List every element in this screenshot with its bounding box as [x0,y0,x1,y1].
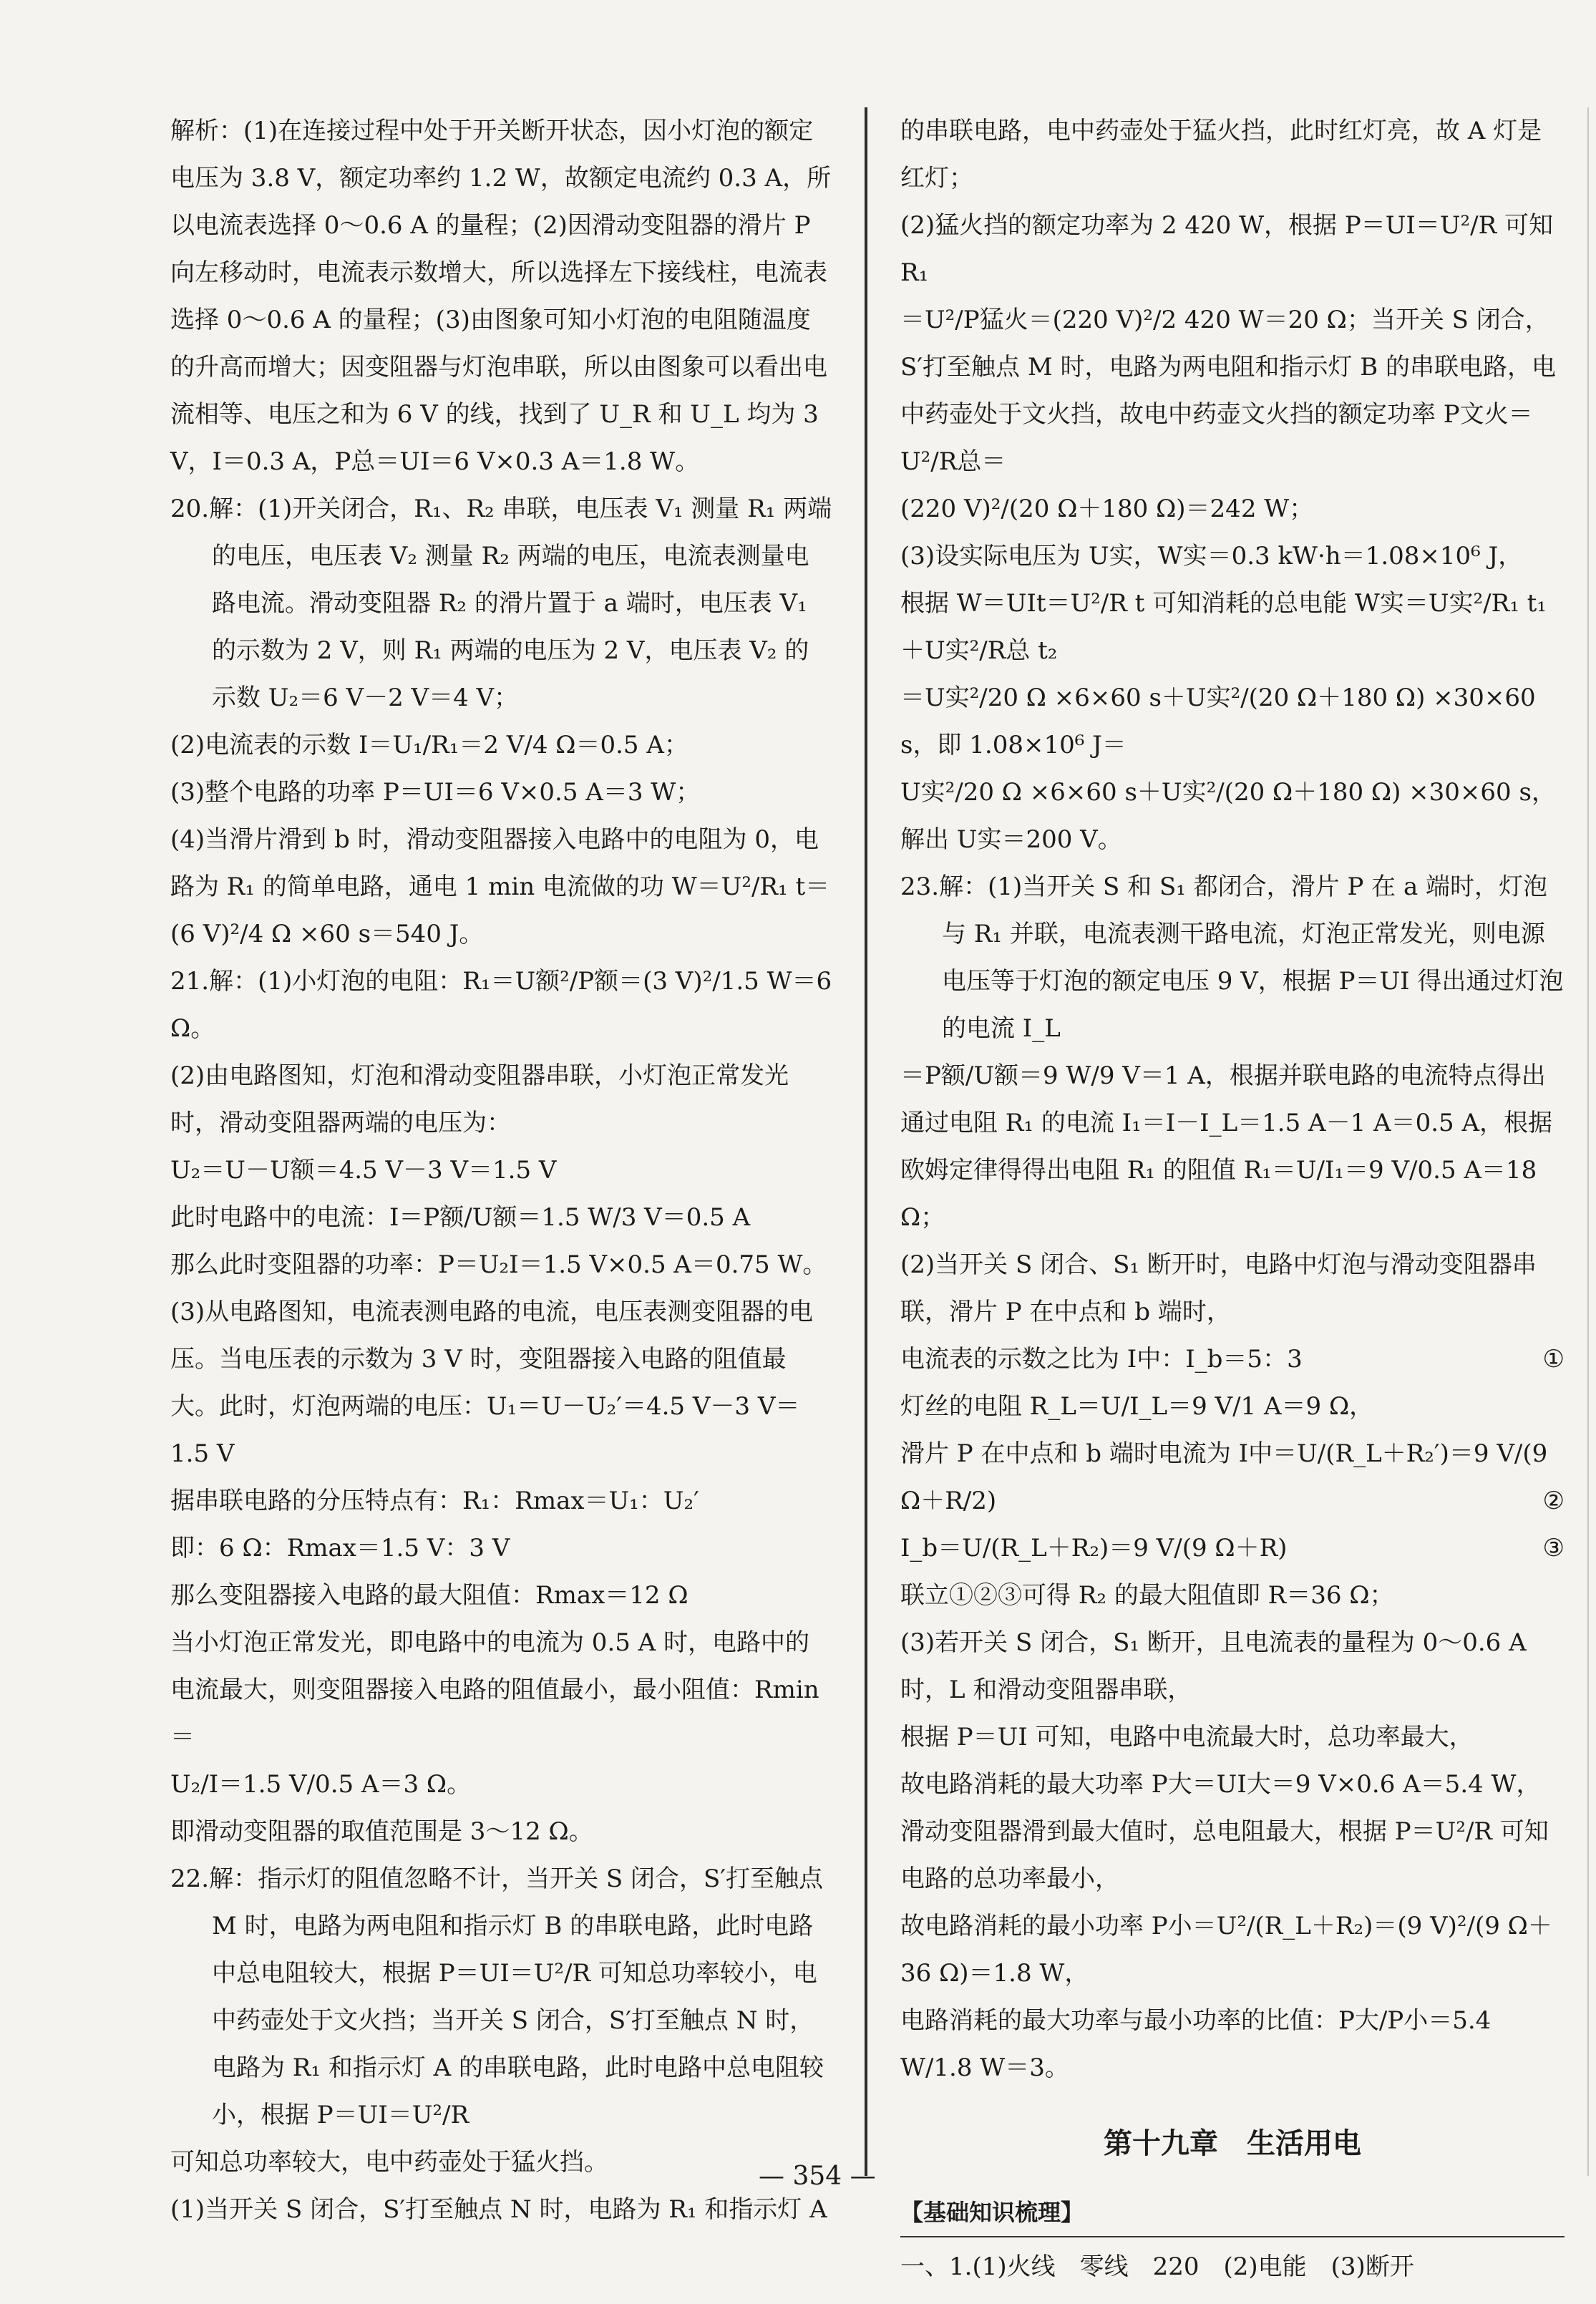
answer-20-part4-result: (6 V)²/4 Ω ×60 s＝540 J。 [170,920,484,948]
basic-knowledge-answer: 一、1.(1)火线 零线 220 (2)电能 (3)断开 [900,2252,1414,2281]
answer-22-part1: (1)当开关 S 闭合，S′打至触点 N 时，电路为 R₁ 和指示灯 A [170,2195,827,2224]
answer-23-part1: 23.解：(1)当开关 S 和 S₁ 都闭合，滑片 P 在 a 端时，灯泡与 R₁ 并联，电流表测干路电流，灯泡正常发光，则电源电压等于灯泡的额定电压 9 V，根据 P＝UI 得出通过灯泡的电流 I_L [900,872,1564,1043]
answer-21-rmin: U₂/I＝1.5 V/0.5 A＝3 Ω。 [170,1770,472,1799]
answer-22-part2-result: (220 V)²/(20 Ω＋180 Ω)＝242 W； [900,495,1314,523]
answer-21-power: 那么此时变阻器的功率：P＝U₂I＝1.5 V×0.5 A＝0.75 W。 [170,1250,827,1279]
answer-21-part3: (3)从电路图知，电流表测电路的电流，电压表测变阻器的电压。当电压表的示数为 3 V 时，变阻器接入电路的阻值最大。此时，灯泡两端的电压：U₁＝U－U₂′＝4.5 V－3 V＝1.5 V [170,1298,814,1468]
right-column [900,107,1565,2290]
equation-number: ③ [1542,1534,1565,1562]
answer-22-cont: 的串联电路，电中药壶处于猛火挡，此时红灯亮，故 A 灯是红灯； [900,117,1542,193]
answer-22-conclusion: 可知总功率较大，电中药壶处于猛火挡。 [170,2148,608,2177]
answer-21-rmax: 那么变阻器接入电路的最大阻值：Rmax＝12 Ω [170,1581,688,1610]
answer-19-analysis: 解析：(1)在连接过程中处于开关断开状态，因小灯泡的额定电压为 3.8 V，额定功率约 1.2 W，故额定电流约 0.3 A，所以电流表选择 0～0.6 A 的量程；(2)因滑动变阻器的滑片 P 向左移动时，电流表示数增大，所以选择左下接线柱，电流表选择 0～0.6 A 的量程；(3)由图象可知小灯泡的电阻随温度的升高而增大；因变阻器与灯泡串联，所以由图象可以看出电流相等、电压之和为 6 V 的线，找到了 U_R 和 U_L 均为 3 V，I＝0.3 A，P总＝UI＝6 V×0.3 A＝1.8 W。 [170,117,832,476]
answer-20-part3: (3)整个电路的功率 P＝UI＝6 V×0.5 A＝3 W； [170,778,701,807]
answer-23-solve: 联立①②③可得 R₂ 的最大阻值即 R＝36 Ω； [900,1581,1394,1610]
equation-number: ② [1542,1487,1565,1515]
answer-23-part1-calc: ＝P额/U额＝9 W/9 V＝1 A，根据并联电路的电流特点得出通过电阻 R₁ 的电流 I₁＝I－I_L＝1.5 A－1 A＝0.5 A，根据欧姆定律得得出电阻 R₁ 的阻值 R₁＝U/I₁＝9 V/0.5 A＝18 Ω； [900,1061,1553,1232]
answer-20-part4: (4)当滑片滑到 b 时，滑动变阻器接入电路中的电阻为 0，电路为 R₁ 的简单电路，通电 1 min 电流做的功 W＝U²/R₁ t＝ [170,825,830,901]
page-edge [1587,107,1589,2176]
answer-23-part2: (2)当开关 S 闭合、S₁ 断开时，电路中灯泡与滑动变阻器串联，滑片 P 在中点和 b 端时， [900,1250,1537,1326]
answer-21-rmin-text: 当小灯泡正常发光，即电路中的电流为 0.5 A 时，电路中的电流最大，则变阻器接入电路的阻值最小，最小阻值：Rmin＝ [170,1628,819,1751]
answer-22-part3-eq2: U实²/20 Ω ×6×60 s＋U实²/(20 Ω＋180 Ω) ×30×60 s，解出 U实＝200 V。 [900,778,1556,854]
answer-23-part3-rule: 根据 P＝UI 可知，电路中电流最大时，总功率最大， [900,1723,1474,1751]
answer-21-current: 此时电路中的电流：I＝P额/U额＝1.5 W/3 V＝0.5 A [170,1203,751,1232]
equation-text: 电流表的示数之比为 I中：I_b＝5：3 [900,1345,1303,1374]
equation-number: ① [1542,1345,1565,1374]
answer-20-part1: 20.解：(1)开关闭合，R₁、R₂ 串联，电压表 V₁ 测量 R₁ 两端的电压，电压表 V₂ 测量 R₂ 两端的电压，电流表测量电路电流。滑动变阻器 R₂ 的滑片置于 a 端时，电压表 V₁ 的示数为 2 V，则 R₁ 两端的电压为 2 V，电压表 V₂ 的示数 U₂＝6 V－2 V＝4 V； [170,495,832,712]
answer-22-part2: (2)猛火挡的额定功率为 2 420 W，根据 P＝UI＝U²/R 可知 R₁ [900,211,1553,287]
answer-23-ratio [900,1336,1565,1383]
page-number: — 354 — [759,2162,876,2191]
answer-23-ratio-final: 电路消耗的最大功率与最小功率的比值：P大/P小＝5.4 W/1.8 W＝3。 [900,2006,1492,2082]
answer-22-part3-energy: 根据 W＝UIt＝U²/R t 可知消耗的总电能 W实＝U实²/R₁ t₁＋U实²/R总 t₂ [900,589,1547,665]
answer-23-min-text: 滑动变阻器滑到最大值时，总电阻最大，根据 P＝U²/R 可知电路的总功率最小， [900,1817,1549,1893]
equation-text: I_b＝U/(R_L＋R₂)＝9 V/(9 Ω＋R) [900,1534,1288,1562]
answer-20-part2: (2)电流表的示数 I＝U₁/R₁＝2 V/4 Ω＝0.5 A； [170,731,688,759]
left-column [170,107,833,2233]
answer-22-part3: (3)设实际电压为 U实，W实＝0.3 kW·h＝1.08×10⁶ J， [900,542,1523,570]
answer-21-range: 即滑动变阻器的取值范围是 3～12 Ω。 [170,1817,593,1846]
answer-23-current-mid [900,1430,1565,1525]
equation-text: 滑片 P 在中点和 b 端时电流为 I中＝U/(R_L＋R₂′)＝9 V/(9 Ω＋R/2) [900,1439,1548,1515]
section-heading: 【基础知识梳理】 [900,2189,1565,2237]
answer-21-ratio: 据串联电路的分压特点有：R₁：Rmax＝U₁：U₂′ [170,1487,699,1515]
answer-21-part1: 21.解：(1)小灯泡的电阻：R₁＝U额²/P额＝(3 V)²/1.5 W＝6 Ω。 [170,967,832,1043]
answer-23-current-b [900,1525,1565,1572]
answer-21-ratio-values: 即：6 Ω：Rmax＝1.5 V：3 V [170,1534,510,1562]
answer-23-pmin: 故电路消耗的最小功率 P小＝U²/(R_L＋R₂)＝(9 V)²/(9 Ω＋36 Ω)＝1.8 W， [900,1912,1552,1988]
answer-22-part3-eq1: ＝U实²/20 Ω ×6×60 s＋U实²/(20 Ω＋180 Ω) ×30×60 s，即 1.08×10⁶ J＝ [900,684,1536,759]
answer-23-pmax: 故电路消耗的最大功率 P大＝UI大＝9 V×0.6 A＝5.4 W， [900,1770,1541,1799]
chapter-title: 第十九章 生活用电 [1104,2126,1361,2160]
answer-21-part2: (2)由电路图知，灯泡和滑动变阻器串联，小灯泡正常发光时，滑动变阻器两端的电压为： [170,1061,789,1137]
answer-21-voltage: U₂＝U－U额＝4.5 V－3 V＝1.5 V [170,1156,557,1185]
answer-23-lamp-resistance: 灯丝的电阻 R_L＝U/I_L＝9 V/1 A＝9 Ω， [900,1392,1374,1421]
answer-23-part3: (3)若开关 S 闭合，S₁ 断开，且电流表的量程为 0～0.6 A 时，L 和滑动变阻器串联， [900,1628,1527,1704]
answer-22-intro: 22.解：指示灯的阻值忽略不计，当开关 S 闭合，S′打至触点 M 时，电路为两电阻和指示灯 B 的串联电路，此时电路中总电阻较大，根据 P＝UI＝U²/R 可知总功率较小，电中药壶处于文火挡；当开关 S 闭合，S′打至触点 N 时，电路为 R₁ 和指示灯 A 的串联电路，此时电路中总电阻较小，根据 P＝UI＝U²/R [170,1865,824,2129]
answer-22-part2-calc: ＝U²/P猛火＝(220 V)²/2 420 W＝20 Ω；当开关 S 闭合，S′打至触点 M 时，电路为两电阻和指示灯 B 的串联电路，电中药壶处于文火挡，故电中药壶文火挡的额定功率 P文火＝U²/R总＝ [900,306,1557,476]
column-divider [865,107,867,2176]
